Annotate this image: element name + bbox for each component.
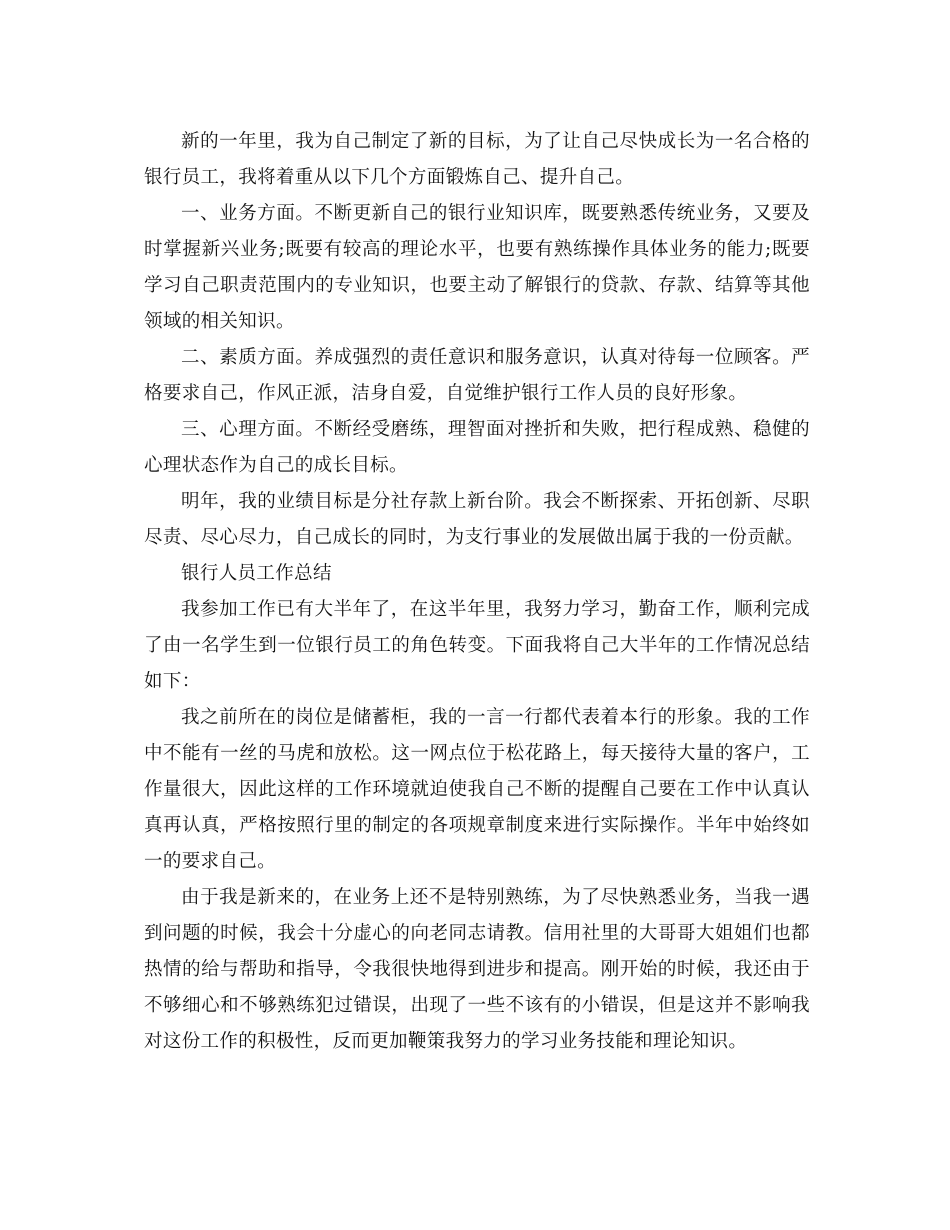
paragraph-savings-counter: 我之前所在的岗位是储蓄柜，我的一言一行都代表着本行的形象。我的工作中不能有一丝的马虎和放松。这一网点位于松花路上，每天接待大量的客户，工作量很大，因此这样的工作环境就迫使我自己不断的提醒自己要在工作中认真认真再认真，严格按照行里的制定的各项规章制度来进行实际操作。半年中始终如一的要求自己。 [144, 707, 810, 872]
paragraph-learning: 由于我是新来的，在业务上还不是特别熟练，为了尽快熟悉业务，当我一遇到问题的时候，我会十分虚心的向老同志请教。信用社里的大哥哥大姐姐们也都热情的给与帮助和指导，令我很快地得到进步和提高。刚开始的时候，我还由于不够细心和不够熟练犯过错误，出现了一些不该有的小错误，但是这并不影响我对这份工作的积极性，反而更加鞭策我努力的学习业务技能和理论知识。 [144, 887, 810, 1052]
paragraph-work-overview: 我参加工作已有大半年了，在这半年里，我努力学习，勤奋工作，顺利完成了由一名学生到一位银行员工的角色转变。下面我将自己大半年的工作情况总结如下： [144, 599, 810, 692]
paragraph-quality: 二、素质方面。养成强烈的责任意识和服务意识，认真对待每一位顾客。严格要求自己，作风正派，洁身自爱，自觉维护银行工作人员的良好形象。 [144, 347, 810, 404]
paragraph-next-year: 明年，我的业绩目标是分社存款上新台阶。我会不断探索、开拓创新、尽职尽责、尽心尽力，自己成长的同时，为支行事业的发展做出属于我的一份贡献。 [144, 491, 810, 548]
section-heading: 银行人员工作总结 [181, 563, 332, 584]
paragraph-business: 一、业务方面。不断更新自己的银行业知识库，既要熟悉传统业务，又要及时掌握新兴业务;既要有较高的理论水平，也要有熟练操作具体业务的能力;既要学习自己职责范围内的专业知识，也要主动了解银行的贷款、存款、结算等其他领域的相关知识。 [144, 203, 810, 332]
document-body [144, 124, 810, 1060]
paragraph-psychology: 三、心理方面。不断经受磨练，理智面对挫折和失败，把行程成熟、稳健的心理状态作为自己的成长目标。 [144, 419, 810, 476]
paragraph-intro: 新的一年里，我为自己制定了新的目标，为了让自己尽快成长为一名合格的银行员工，我将着重从以下几个方面锻炼自己、提升自己。 [144, 131, 810, 188]
